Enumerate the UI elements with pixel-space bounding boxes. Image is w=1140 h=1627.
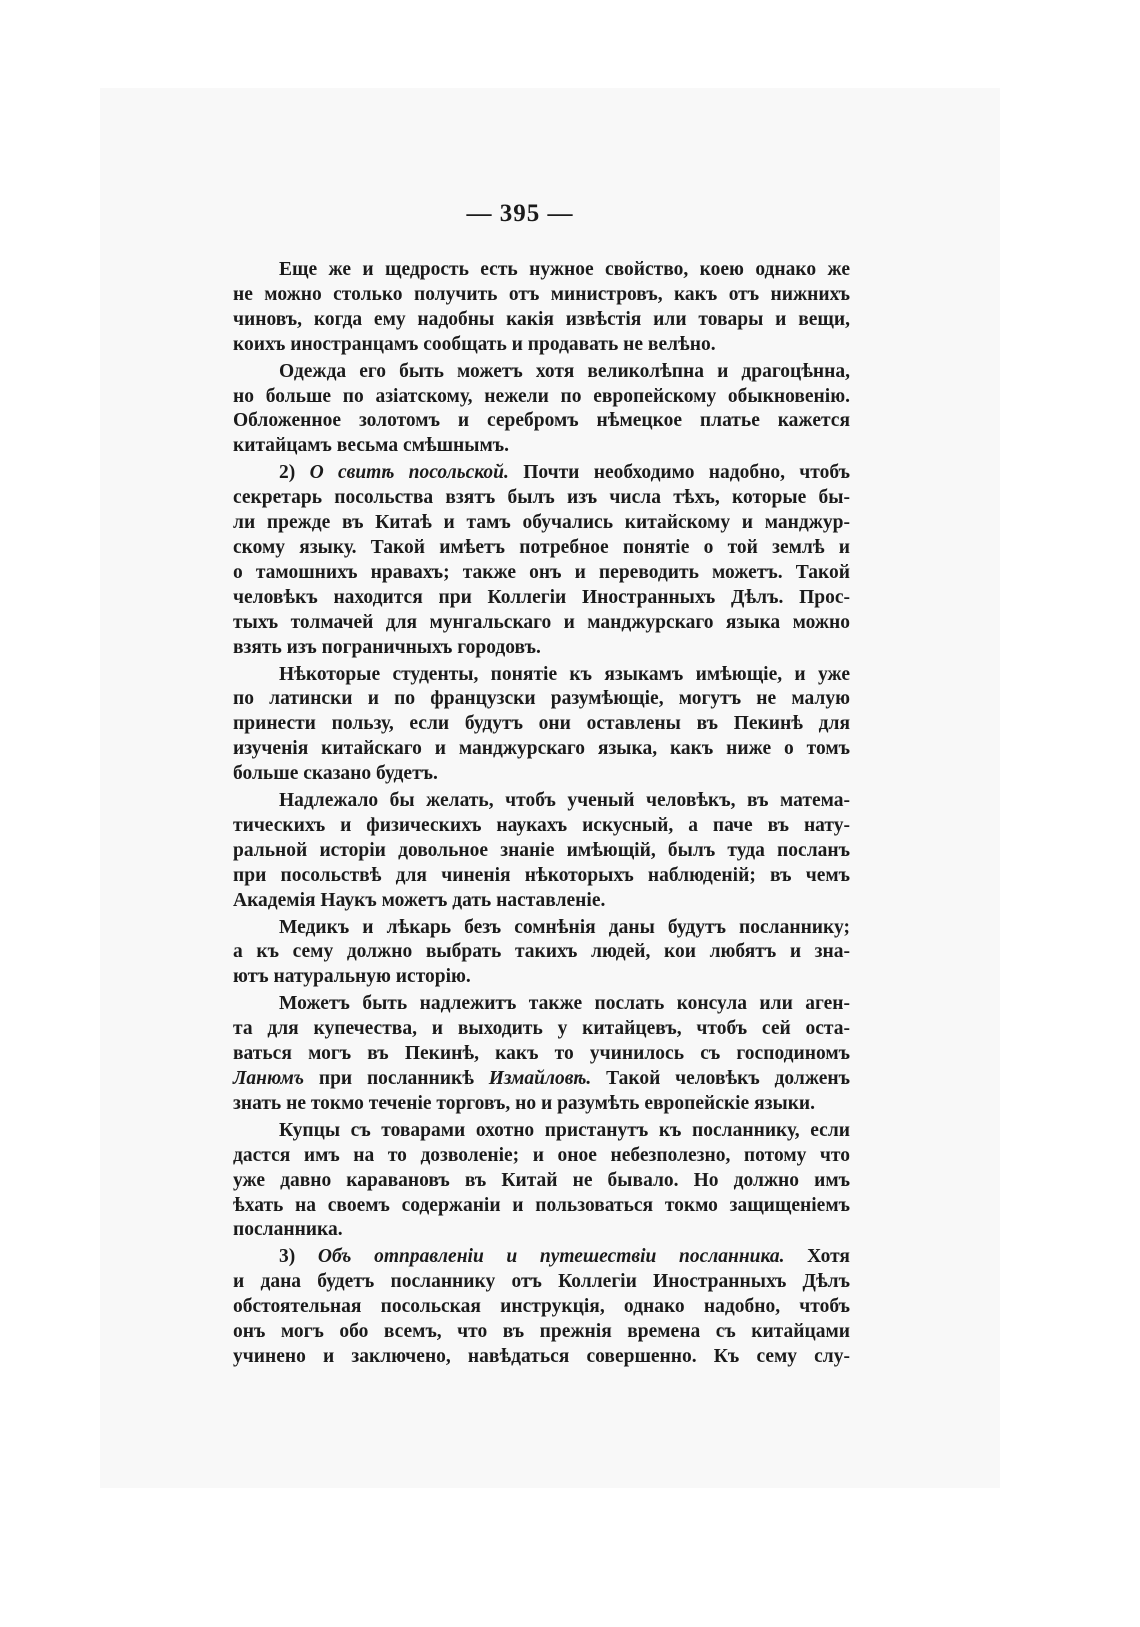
text-line: коихъ иностранцамъ сообщать и продавать не велѣно.: [233, 333, 716, 355]
section-heading: О свитѣ посольской.: [309, 462, 509, 484]
page-number: — 395 —: [466, 200, 574, 227]
text-line: онъ могъ обо всемъ, что въ прежнія времена съ китайцами: [233, 1321, 850, 1343]
text-line: ваться могъ въ Пекинѣ, какъ то учинилось съ господиномъ: [233, 1043, 850, 1065]
text-line: взять изъ пограничныхъ городовъ.: [233, 636, 541, 658]
text-fragment: Почти необходимо надобно, чтобъ: [508, 462, 850, 484]
paragraph-5: [187, 789, 850, 914]
text-line: Одежда его быть можетъ хотя великолѣпна и драгоцѣнна,: [279, 360, 850, 382]
text-line: ральной исторіи довольное знаніе имѣющій, былъ туда посланъ: [233, 839, 850, 861]
text-line: китайцамъ весьма смѣшнымъ.: [233, 435, 510, 457]
text-line: тыхъ толмачей для мунгальскаго и манджурскаго языка можно: [233, 611, 850, 633]
text-line: Обложенное золотомъ и серебромъ нѣмецкое платье кажется: [233, 410, 850, 432]
text-line: о тамошнихъ нравахъ; также онъ и переводить можетъ. Такой: [233, 561, 850, 583]
text-line: при посольствѣ для чиненія нѣкоторыхъ наблюденій; въ чемъ: [233, 864, 850, 886]
text-line: [187, 1067, 850, 1092]
text-line: учинено и заключено, навѣдаться совершенно. Къ сему слу-: [233, 1345, 850, 1367]
section-heading: Объ отправленіи и путешествіи посланника.: [317, 1246, 785, 1268]
text-line: ютъ натуральную исторію.: [233, 966, 471, 988]
paragraph-7: [187, 992, 850, 1117]
body-text: [187, 258, 850, 1372]
text-line: по латински и по французски разумѣющіе, могутъ не малую: [233, 688, 850, 710]
text-line: ли прежде въ Китаѣ и тамъ обучались китайскому и манджур-: [233, 512, 850, 534]
text-fragment: Хотя: [784, 1246, 850, 1268]
text-line: ѣхать на своемъ содержаніи и пользоваться токмо защищеніемъ: [233, 1194, 850, 1216]
text-line: секретарь посольства взятъ былъ изъ числа тѣхъ, которые бы-: [233, 487, 850, 509]
paragraph-6: [187, 916, 850, 991]
section-number: 3): [279, 1246, 318, 1268]
text-line: Академія Наукъ можетъ дать наставленіе.: [233, 889, 606, 911]
text-line: человѣкъ находится при Коллегіи Иностранныхъ Дѣлъ. Прос-: [233, 586, 850, 608]
text-fragment: Такой человѣкъ долженъ: [591, 1068, 850, 1089]
text-line: изученія китайскаго и манджурскаго языка, какъ ниже о томъ: [233, 738, 850, 760]
paragraph-9: [187, 1245, 850, 1370]
text-line: Купцы съ товарами охотно пристанутъ къ посланнику, если: [279, 1119, 850, 1141]
text-line: и дана будетъ посланнику отъ Коллегіи Иностранныхъ Дѣлъ: [233, 1271, 850, 1293]
text-line: уже давно каравановъ въ Китай не бывало. Но должно имъ: [233, 1169, 850, 1191]
paragraph-4: [187, 663, 850, 788]
text-line: Надлежало бы желать, чтобъ ученый человѣкъ, въ матема-: [279, 790, 850, 812]
text-line: принести пользу, если будутъ они оставлены въ Пекинѣ для: [233, 713, 850, 735]
text-line: та для купечества, и выходить у китайцевъ, чтобъ сей оста-: [233, 1018, 850, 1040]
paragraph-2: [187, 360, 850, 460]
text-line: [187, 1245, 850, 1270]
person-name: Ланюмъ: [233, 1068, 305, 1089]
text-line: [187, 461, 850, 486]
text-line: дастся имъ на то дозволеніе; и оное небезполезно, потому что: [233, 1144, 850, 1166]
text-fragment: при посланникѣ: [304, 1068, 489, 1089]
paragraph-3: [187, 461, 850, 660]
text-line: чиновъ, когда ему надобны какія извѣстія или товары и вещи,: [233, 308, 850, 330]
paragraph-1: [187, 258, 850, 358]
text-line: а къ сему должно выбрать такихъ людей, кои любятъ и зна-: [233, 941, 850, 963]
text-line: больше сказано будетъ.: [233, 763, 438, 785]
text-line: посланника.: [233, 1219, 343, 1241]
text-line: не можно столько получить отъ министровъ, какъ отъ нижнихъ: [233, 283, 850, 305]
text-line: обстоятельная посольская инструкція, однако надобно, чтобъ: [233, 1296, 850, 1318]
paragraph-8: [187, 1119, 850, 1244]
text-line: Нѣкоторые студенты, понятіе къ языкамъ имѣющіе, и уже: [279, 663, 850, 685]
text-line: тическихъ и физическихъ наукахъ искусный, а паче въ нату-: [233, 814, 850, 836]
person-name: Измайловѣ.: [488, 1068, 592, 1089]
text-line: Еще же и щедрость есть нужное свойство, коею однако же: [279, 259, 850, 280]
text-line: скому языку. Такой имѣетъ потребное понятіе о той землѣ и: [233, 536, 850, 558]
text-line: Можетъ быть надлежитъ также послать консула или аген-: [279, 993, 850, 1015]
section-number: 2): [279, 462, 310, 484]
text-line: Медикъ и лѣкарь безъ сомнѣнія даны будутъ посланнику;: [279, 916, 850, 938]
text-line: но больше по азіатскому, нежели по европейскому обыкновенію.: [233, 385, 850, 407]
text-line: знать не токмо теченіе торговъ, но и разумѣть европейскіе языки.: [233, 1092, 816, 1114]
